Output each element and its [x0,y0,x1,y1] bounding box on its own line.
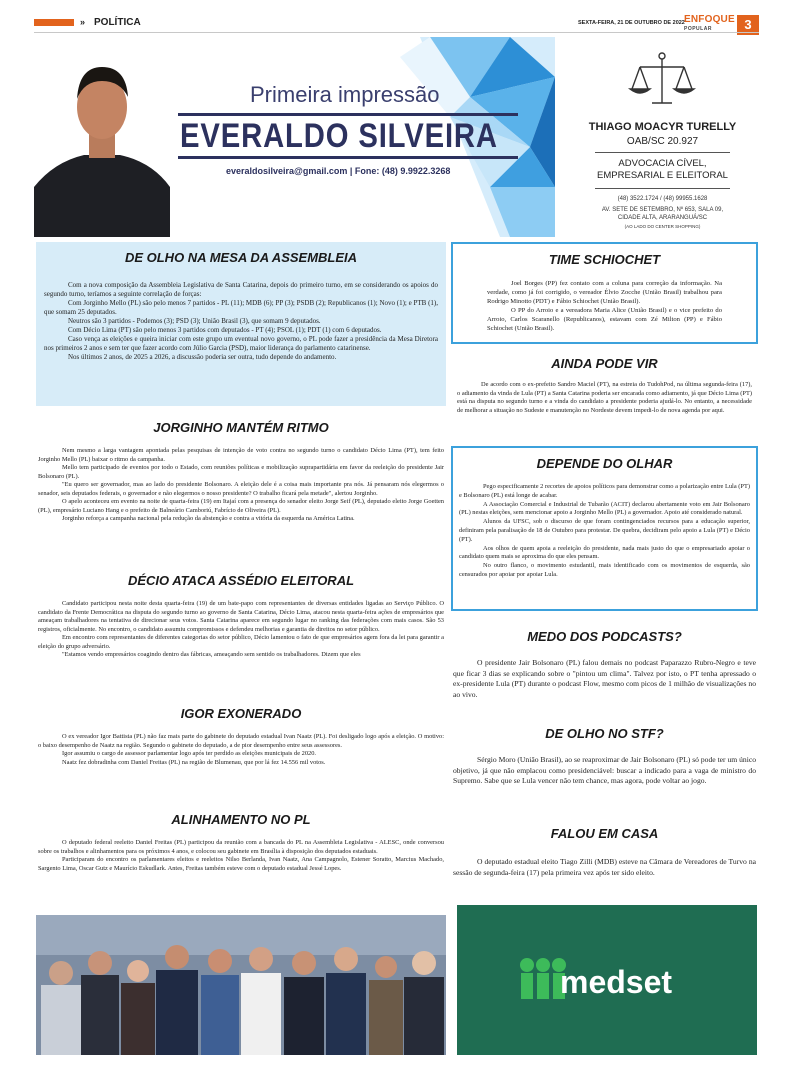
section-accent-bar [34,19,74,26]
article-title: JORGINHO MANTÉM RITMO [153,420,329,435]
article-title: DÉCIO ATACA ASSÉDIO ELEITORAL [127,573,355,588]
column-subtitle: Primeira impressão [250,82,440,107]
article-body [38,447,444,524]
newspaper-logo: ENFOQUE [684,14,735,25]
article-title: AINDA PODE VIR [551,356,658,371]
section-label: POLÍTICA [94,17,141,28]
paragraph: A Associação Comercial e Industrial de Tubarão (ACIT) declarou abertamente voto em Jair Bolsonaro (PL) nestas eleições, sem mencionar apoio a Jorginho Mello (PL) a governador. Apoio até considerado natural. [459,500,750,517]
paragraph: Sérgio Moro (União Brasil), ao se reaproximar de Jair Bolsonaro (PL) só pode ter um único objetivo, já que não emplacou como presidenciável: buscar a indicado para a vaga de ministro do Supremo. Sabe que se Lula vencer não tem chance, mas agora, pode voltar ao jogo. [453,755,756,785]
law-address-1: AV. SETE DE SETEMBRO, Nº 653, SALA 09, [601,207,724,213]
column-title-rule [178,113,518,116]
paragraph: Participaram do encontro os parlamentares eleitos e reeleitos Nilso Berlanda, Ivan Naatz, Ana Campagnolo, Estener Soratto, Marcius Machado, Sargento Lima, Oscar Gutz e Maurício Eskudlark. Antes, Freitas também esteve com o deputado estadual Jessé Lopes. [38,856,444,872]
paragraph: Com a nova composição da Assembleia Legislativa de Santa Catarina, depois do primeiro turno, em se considerando os apoios do segundo turno, teríamos a seguinte correlação de forças: [44,281,438,298]
medset-logo-text: medset [560,964,673,1000]
paragraph: "Eu quero ser governador, mas ao lado do presidente Bolsonaro. A eleição dele é a coisa mais importante pra nós. Já pensaram nós elegermos o senador, seis deputados federais, o governador e não elegermos o nosso presidente? O trabalho ficará pela metade", alertou Jorginho. [38,481,444,497]
paragraph: Neutros são 3 partidos - Podemos (3); PSD (3); União Brasil (3), que somam 9 deputados. [68,317,321,325]
paragraph: Mello tem participado de eventos por todo o Estado, com reuniões políticas e mobilização suprapartidária em favor da reeleição do presidente Jair Bolsonaro (PL). [38,464,444,480]
paragraph: Naatz fez dobradinha com Daniel Freitas (PL) na região de Blumenau, que por lá fez 14.556 mil votos. [62,758,326,766]
chevron-double-right-icon: » [80,17,86,27]
article-depende-do-olhar [451,446,758,611]
article-decio [36,573,446,698]
article-title: DE OLHO NA MESA DA ASSEMBLEIA [124,250,358,265]
paragraph: Candidato participou nesta noite desta quarta-feira (19) de um bate-papo com representantes de diversas entidades ligadas ao Serviço Público. O candidato da Frente Democrática na disputa do segundo turno ao governo de Santa Catarina, Décio Lima, atacou nesta quarta-feira ações de empresários que ameaçam trabalhadores na tentativa de direcionar seus votos. Santa Catarina aparece em segundo lugar no ranking das federações com mais casos. São 53 registros, oficialmente. No encontro, o candidato assumiu compromissos e defendeu melhorias e garantia de direitos no setor público. [38,600,444,633]
column-author-name: EVERALDO SILVEIRA [180,117,498,155]
article-medo-dos-podcasts [451,629,758,709]
paragraph: Alunos da UFSC, sob o discurso de que foram contingenciados recursos para a educação superior, definiram pela paralisação de 18 de Outubro para protestar. De quebra, decidiram pelo apoio a Lula (PT) e Décio (PT). [459,518,750,543]
group-photo [36,915,446,1055]
article-body [38,600,444,660]
paragraph: Nos últimos 2 anos, de 2025 a 2026, a discussão poderia ser outra, tudo depende do andamento. [68,353,337,361]
article-body [453,658,756,700]
newspaper-logo-sub: POPULAR [684,26,712,32]
paragraph: O deputado estadual eleito Tiago Zilli (MDB) esteve na Câmara de Vereadores de Turvo na sessão de segunda-feira (17) pela primeira vez após ter sido eleito. [453,857,756,877]
law-ad-divider-2 [595,188,730,189]
law-area-2: EMPRESARIAL E ELEITORAL [597,170,728,181]
article-body [453,857,756,878]
paragraph: Igor assumiu o cargo de assessor parlamentar logo após ter perdido as eleições municipais de 2020. [62,750,317,757]
paragraph: Com Décio Lima (PT) são pelo menos 3 partidos com deputados - PT (4); PSOL (1); PDT (1) com 6 deputados. [68,326,382,334]
article-body [38,733,444,767]
article-body [459,483,750,580]
paragraph: Jorginho reforça a campanha nacional pela redução da abstenção e contra a vitória da esquerda na América Latina. [62,515,355,522]
paragraph: Com Jorginho Mello (PL) são pelo menos 7 partidos - PL (11); MDB (6); PP (3); PSDB (2); Republicanos (1); Novo (1); e PTB (1), que somam 25 deputados. [44,299,438,316]
law-phones: (48) 3522.1724 / (48) 99955.1628 [617,196,708,202]
article-alinhamento [36,812,446,912]
paragraph: O ex vereador Igor Battista (PL) não faz mais parte do gabinete do deputado estadual Ivan Naatz (PL). Foi desligado logo após a eleição. O motivo: o baixo desempenho de Naatz na região. Segundo o gabinete do deputado, a de pior desempenho entre seus assessores. [38,733,444,749]
article-title: FALOU EM CASA [550,826,659,841]
paragraph: Caso vença as eleições e queira iniciar com este grupo um eventual novo governo, o PL pode fazer a presidência da Mesa Diretora nos primeiros 2 anos e sem ter que fazer acordo com Júlio Garcia (PSD), maior liderança do parlamento catarinense. [44,335,438,352]
issue-date: SEXTA-FEIRA, 21 DE OUTUBRO DE 2022 [578,20,685,26]
law-address-3: (AO LADO DO CENTER SHOPPING) [624,224,701,229]
column-title-rule-bottom [178,156,518,159]
column-contact: everaldosilveira@gmail.com | Fone: (48) 9.9922.3268 [226,166,451,176]
article-title: TIME SCHIOCHET [548,252,661,267]
article-igor [36,706,446,806]
article-body [38,839,444,873]
article-title: ALINHAMENTO NO PL [171,812,311,827]
scales-of-justice-icon [566,37,759,117]
article-ainda-pode-vir [451,356,758,438]
header-divider [34,32,759,33]
paragraph: Pego especificamente 2 recortes de apoios políticos para demonstrar como a polarização entre Lula (PT) e Bolsonaro (PL) está longe de acabar. [459,483,750,499]
law-area-1: ADVOCACIA CÍVEL, [618,158,707,169]
article-body [453,755,756,787]
article-body [44,281,438,362]
article-title: MEDO DOS PODCASTS? [527,629,682,644]
paragraph: O deputado federal reeleito Daniel Freitas (PL) participou da reunião com a bancada do PL na Assembleia Legislativa - ALESC, onde conversou sobre os trabalhos e alinhamentos para os próximos 4 anos, e colocou seu gabinete em Brasília à disposição dos deputados estaduais. [38,839,444,855]
article-jorginho [36,420,446,565]
paragraph: De acordo com o ex-prefeito Sandro Maciel (PT), na estreia do TudohPod, na última segunda-feira (17), o adiamento da vinda de Lula (PT) a Santa Catarina poderia ser encarada como adiamento, já que Décio Lima (PT) está na disputa no segundo turno e a vinda do candidato a presidente poderia ajudá-lo. No entanto, a necessidade de melhorar a situação no Sudeste e manutenção no Nordeste devem impedi-lo de nova agenda por aqui. [457,381,752,414]
article-title: IGOR EXONERADO [180,706,302,721]
law-address-2: CIDADE ALTA, ARARANGUÁ/SC [617,215,708,221]
article-title: DEPENDE DO OLHAR [536,456,673,471]
lawyer-name: THIAGO MOACYR TURELLY [588,121,737,133]
article-time-schiochet [451,242,758,344]
page-number: 3 [737,15,759,35]
lawyer-oab: OAB/SC 20.927 [626,136,699,147]
paragraph: Em encontro com representantes de diferentes categorias do setor público, Décio lamentou o fato de que empresários agem fora da lei para garantir a eleição do grupo adversário. [38,634,444,650]
law-ad-divider [595,152,730,153]
article-body [457,381,752,415]
paragraph: Aos olhos de quem apoia a reeleição do presidente, nada mais justo do que o empresariado apoiar o candidato quem mais se aproxima do que eles pensam. [459,544,750,561]
article-body [487,279,722,333]
paragraph: No outro flanco, o movimento estudantil, mais identificado com os movimentos de esquerda, são censurados por apoiar por apoiar Lula. [459,562,750,578]
paragraph: O apelo aconteceu em evento na noite de quarta-feira (19) em Itajaí com a presença do senador eleito Jorge Seif (PL), deputado eleito Jorge Goetten (PL), empresário Luciano Hang e o prefeito de Balneário Camboriú, Fabrício de Oliveira (PL). [38,498,444,514]
paragraph: Joel Borges (PP) fez contato com a coluna para correção da informação. Na verdade, como já foi corrigido, o vereador Élvio Zocche (União Brasil) trabalhou para Rodrigo Minotto (PDT) e Fábio Schiochet (União Brasil). [487,280,722,305]
article-de-olho-no-stf [451,726,758,806]
paragraph: Nem mesmo a larga vantagem apontada pelas pesquisas de intenção de voto contra no segundo turno o candidato Décio Lima (PT), tem feito Jorginho Mello (PL) baixar o ritmo da campanha. [38,447,444,463]
paragraph: O PP do Arroio e a vereadora Maria Alice (União Brasil) e o vice prefeito do Arroio, Carlos Scaranello (Republicanos), estavam com Zé Milton (PP) e Fábio Schiochet (União Brasil). [487,307,722,332]
columnist-portrait [34,37,170,237]
article-assembleia [36,242,446,406]
article-title: DE OLHO NO STF? [545,726,664,741]
article-falou-em-casa [451,826,758,896]
paragraph: O presidente Jair Bolsonaro (PL) falou demais no podcast Paparazzo Rubro-Negro e teve que ficar 3 dias se explicando sobre o "pintou um clima". Talvez por isto, o PT tenha apressado o ex-presidente Lula (PT) durante o podcast Flow, mesmo com picos de 1 milhão de visualizações no ao vivo. [453,658,756,699]
paragraph: "Estamos vendo empresários coagindo dentro das fábricas, ameaçando sem sentido os trabalhadores. Dizem que eles [62,651,361,658]
